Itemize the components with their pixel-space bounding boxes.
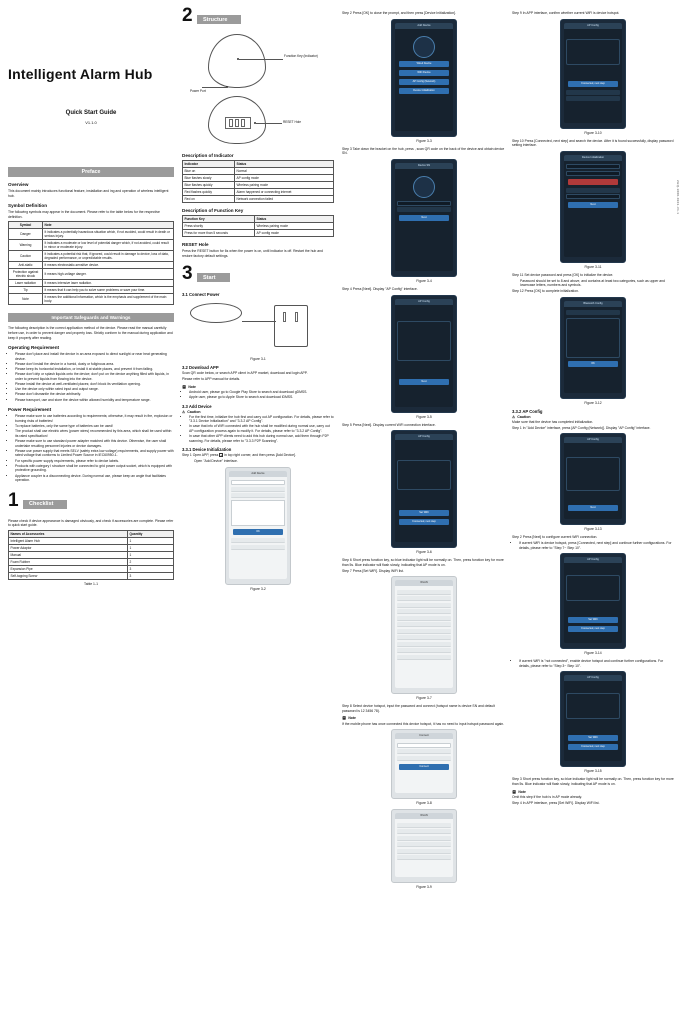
figure-3-10a-caption: Figure 3-10: [584, 130, 602, 135]
indicator-name: Blue flashes slowly: [183, 175, 235, 182]
checklist-text: Please check if device appearance is damaged obviously, and check if accessories are complete. Please refer to quick start guide.: [8, 518, 174, 528]
symbol-laser: Laser radiation: [9, 280, 43, 287]
app-titlebar: Device Initialization: [564, 155, 622, 161]
list-item[interactable]: [397, 622, 451, 627]
note-hotspot: [342, 716, 506, 726]
app-screenshot-confirm-wifi: [560, 19, 626, 129]
symbol-caution-note: It indicates a potential risk that, if ignored, could result in damage to device, loss of data, degraded performance, or unpredictable results.: [43, 251, 174, 262]
table-row: [9, 229, 174, 240]
indicator-status: AP config mode: [235, 175, 334, 182]
figure-3-11-caption: Figure 3-11: [584, 264, 602, 269]
indicator-description-heading: Description of Indicator: [182, 153, 234, 158]
list-item: • Please don't dismantle the device arbitrarily.: [15, 392, 174, 397]
list-item: • Use the device only within rated input and output range.: [15, 387, 174, 392]
table-row: [183, 196, 334, 203]
step-3-text: Step 3 Take down the bracket on the hub, press , scan QR code on the back of the device and obtain device SN.: [342, 146, 505, 156]
list-item: • Please install the device at well-ventilated places; don't block its ventilation opening.: [15, 382, 174, 387]
note-heading: 🗒 Note: [342, 716, 506, 720]
symbol-danger: Danger: [9, 229, 43, 240]
indicator-name: Red on: [183, 196, 235, 203]
app-set-wifi-button[interactable]: Set WiFi: [568, 735, 618, 741]
checklist-table: [8, 530, 174, 580]
list-item[interactable]: [397, 842, 451, 847]
table-row: [9, 565, 174, 572]
app-connected-next-button[interactable]: Connected, next step: [399, 519, 449, 525]
indicator-status: Wireless pairing mode: [235, 182, 334, 189]
accessory-name: Foam Rubber: [9, 558, 128, 565]
list-item[interactable]: [397, 749, 451, 754]
symbol-table-header-note: Note: [43, 222, 174, 229]
app-next-button[interactable]: Next: [399, 215, 449, 221]
symbol-note-note: It means the additional information, which is the emphasis and supplement of the main body.: [43, 294, 174, 305]
app-titlebar: AP Config: [564, 437, 622, 443]
list-item: • Please use power supply that meets SELV (safety extra low voltage) requirements, and supply power with rated voltage that conforms to Limited Power Source in IEC60950-1.: [15, 449, 174, 458]
table-row: [9, 537, 174, 544]
table-row: [9, 251, 174, 262]
indicator-table: [182, 160, 334, 203]
list-item[interactable]: [397, 756, 451, 761]
app-illustration: [566, 457, 620, 491]
figure-3-2-caption: Figure 3-2: [250, 586, 266, 591]
app-screenshot-hotspot-password: [391, 729, 457, 799]
step-10-text: Step 10 Press [Connected, next step] and search the device. After it is found successfully, display password setting interface.: [512, 138, 674, 148]
figure-3-12-caption: Figure 3-12: [584, 400, 602, 405]
table-row: [183, 168, 334, 175]
list-item: [566, 90, 620, 95]
doc-subtitle: Quick Start Guide: [65, 110, 117, 116]
accessory-qty: 2: [128, 558, 174, 565]
plus-icon: +: [220, 453, 223, 458]
document-code: ZHQ-1000-0101-V1.1: [676, 180, 680, 215]
app-button-wifi[interactable]: WiFi Device: [399, 70, 449, 76]
symbol-shock: Protection against electric shock: [9, 269, 43, 280]
step-11-text: Step 11 Set device password and press [OK] to initialize the device.: [512, 272, 614, 277]
table-row: [9, 280, 174, 287]
list-item: • Please keep its horizontal installation, or install it at stable places, and prevent it from falling.: [15, 367, 174, 372]
ap-step-3-text: Step 3 Short press function key, so blue indicator light will be normally on. Then, press function key for more than 5s. Blue indicator will flash slowly, indicating that AP mode is on.: [512, 777, 674, 787]
list-item[interactable]: [397, 823, 451, 828]
table-row: [9, 287, 174, 294]
app-connected-next-button[interactable]: Connected, next step: [568, 744, 618, 750]
app-titlebar: WLAN: [395, 813, 453, 819]
note-ap-mode: [512, 790, 674, 800]
app-connected-next-button[interactable]: Connected, next step: [568, 81, 618, 87]
list-item[interactable]: [397, 616, 451, 621]
safeguards-bar: Important Safeguards and Warnings: [8, 313, 174, 322]
start-label: Start: [197, 273, 230, 282]
list-item[interactable]: [397, 635, 451, 640]
checklist-header-qty: Quantity: [128, 530, 174, 537]
app-titlebar: WLAN: [395, 580, 453, 586]
list-item[interactable]: [397, 855, 451, 860]
symbol-warning-note: It indicates a moderate or low level of potential danger which, if not avoided, could result in minor or moderate injury.: [43, 240, 174, 251]
app-titlebar: AP Config: [395, 434, 453, 440]
table-row: [9, 294, 174, 305]
figure-3-1-caption: Figure 3-1: [250, 357, 266, 362]
reset-hole-heading: RESET Hole: [182, 242, 209, 247]
table-row: [183, 230, 334, 237]
table-row: [9, 269, 174, 280]
app-titlebar: Device SN: [395, 163, 453, 169]
app-result-panel: [566, 318, 620, 358]
list-item[interactable]: [231, 493, 285, 498]
step-4-text: Step 4 Press [Next]. Display "AP Config" interface.: [342, 286, 418, 291]
table-row: [9, 262, 174, 269]
overview-text: This document mainly introduces functional feature, installation and ing and operation of wireless intelligent hub.: [8, 189, 169, 198]
figure-3-13-caption: Figure 3-13: [584, 527, 602, 532]
step-12-text: Step 12 Press [OK] to complete initialization.: [512, 289, 579, 294]
list-item[interactable]: [397, 655, 451, 660]
note-text: If the mobile phone has once connected this device hotspot, it has no need to input hotspot password again.: [342, 721, 505, 726]
list-item: [566, 188, 620, 193]
accessory-name: Power Adaptor: [9, 544, 128, 551]
app-set-wifi-button[interactable]: Set WiFi: [399, 510, 449, 516]
app-confirm-password-field[interactable]: [566, 171, 620, 176]
step-2-text: Step 2 Press [OK] to close the prompt, and then press [Device Initialization].: [342, 11, 457, 16]
start-heading: [182, 263, 334, 286]
note-download: [182, 385, 334, 400]
ap-bullet-list-1: [519, 541, 674, 550]
function-key-status: Wireless pairing mode: [255, 223, 334, 230]
app-screenshot-scan-sn: [391, 159, 457, 277]
accessory-qty: 1: [128, 551, 174, 558]
app-button-wired[interactable]: Wired Device: [399, 61, 449, 67]
accessory-qty: 1: [128, 544, 174, 551]
figure-3-9-caption: Figure 3-9: [416, 885, 432, 890]
ap-step-1-text: Step 1 In "Add Device" interface, press [AP Config (Network)]. Display "AP Config" interface.: [512, 425, 651, 430]
list-item: • If current WiFi is device hotspot, press [Connected, next step] and continue further configurations. For details, please refer to "Step 7~ Step 10".: [519, 541, 674, 550]
power-diagram: [182, 303, 334, 355]
list-item: • Please make sure to use standard power adapter matched with this device. Otherwise, the user shall undertake resulting personnel injuries or device damages.: [15, 439, 174, 448]
app-button-ap-config[interactable]: AP Config (Network): [399, 79, 449, 85]
device-slot-c: [241, 119, 245, 127]
indicator-name: Blue on: [183, 168, 235, 175]
figure-3-7-caption: Figure 3-7: [416, 696, 432, 701]
app-next-button[interactable]: Next: [399, 379, 449, 385]
column-two: [182, 0, 334, 595]
list-item: • Please don't drip or splash liquids onto the device; don't put on the device anything filled with liquids, in order to prevent liquids from flowing into the device.: [15, 372, 174, 381]
adapter-pin-left: [283, 312, 286, 322]
caution-list: [189, 415, 334, 444]
figure-3-14-caption: Figure 3-14: [584, 651, 602, 656]
list-item: • For specific power supply requirements, please refer to device labels.: [15, 459, 174, 464]
checklist-header-name: Names of Accessories: [9, 530, 128, 537]
list-item: • In case that other APP clients need to add this hub during normal use, add them through P2P scanning. For details, please refer to "3.3.3 P2P Scanning".: [189, 434, 334, 443]
indicator-status-header: Status: [235, 161, 334, 168]
leader-line-function-key: [239, 59, 283, 60]
power-requirement-list: [15, 414, 174, 482]
adapter-pin-right: [295, 312, 298, 322]
step-5-text: Step 5 Press [Next]. Display current WiFi connection interface.: [342, 422, 436, 427]
figure-3-8-caption: Figure 3-8: [416, 801, 432, 806]
step-1-text-a: Step 1 Open APP, press: [182, 453, 219, 458]
list-item: • Android user, please go to Google Play Store to search and download gDMSS.: [189, 390, 334, 395]
app-screenshot-init-complete: [560, 297, 626, 399]
structure-number: 2: [182, 5, 193, 26]
reset-hole-text: Press the RESET button for 6s when the power is on, until indicator is off. Restart the hub and restore factory default settings.: [182, 249, 323, 258]
symbol-danger-note: It indicates a potentially hazardous situation which, if not avoided, could result in death or serious injury.: [43, 229, 174, 240]
app-set-wifi-button[interactable]: Set WiFi: [568, 617, 618, 623]
list-item[interactable]: [231, 538, 285, 543]
step-1-text-b: in top right corner, and then press [Add Device].: [224, 453, 296, 458]
operating-requirement-list: [15, 352, 174, 402]
column-four: [512, 0, 674, 806]
checklist-label: Checklist: [23, 500, 67, 509]
figure-3-5-caption: Figure 3-5: [416, 414, 432, 419]
symbol-tip-note: It means that it can help you to solve some problems or save your time.: [43, 287, 174, 294]
power-requirement-heading: Power Requirement: [8, 407, 52, 413]
checklist-caption: Table 1-1: [84, 581, 98, 586]
accessory-qty: 1: [128, 537, 174, 544]
app-ok-button[interactable]: OK: [568, 361, 618, 367]
symbol-antistatic-note: It means electrostatic-sensitive device.: [43, 262, 174, 269]
list-item[interactable]: [397, 596, 451, 601]
accessory-name: Intelligent Alarm Hub: [9, 537, 128, 544]
function-key-action: Press shortly: [183, 223, 255, 230]
app-wifi-panel: [566, 39, 620, 65]
figure-3-3-caption: Figure 3-3: [416, 138, 432, 143]
ap-step-2-text: Step 2 Press [Next] to configure current WiFi connection.: [512, 535, 598, 540]
overview-heading: Overview: [8, 182, 29, 187]
symbol-definition-heading: Symbol Definition: [8, 203, 48, 209]
app-wifi-status: [397, 460, 451, 490]
app-screenshot-ap-not-connected: [560, 671, 626, 767]
symbol-table: [8, 221, 174, 305]
callout-function-key: Function Key (Indicator): [284, 54, 318, 58]
preface-bar: Preface: [8, 167, 174, 177]
list-item[interactable]: [231, 545, 285, 550]
figure-3-6-caption: Figure 3-6: [416, 550, 432, 555]
page-title: Intelligent Alarm Hub: [8, 66, 153, 82]
symbol-antistatic: Anti-static: [9, 262, 43, 269]
device-diagram: [182, 30, 334, 148]
app-screenshot-wifi-list: [391, 576, 457, 694]
step-8-text: Step 8 Select device hotspot, input the password and connect (hotspot name is device SN and default password is 12 3456 78).: [342, 704, 495, 713]
caution-heading: ⚠ Caution: [182, 410, 334, 414]
note-text: Omit this step if the hub is in AP mode already.: [512, 794, 582, 799]
device-bottom-view: [208, 96, 266, 144]
symbol-caution: Caution: [9, 251, 43, 262]
list-item[interactable]: [397, 603, 451, 608]
list-item: • Please don't install the device in a humid, dusty or fuliginous area.: [15, 362, 174, 367]
list-item: • The product shall use electric wires (power wires) recommended by this area, which shall be used within its rated specification!: [15, 429, 174, 438]
app-screenshot-device-init: [391, 19, 457, 137]
column-left: [8, 0, 174, 586]
app-password-field[interactable]: [566, 164, 620, 169]
indicator-status: Network connection failed: [235, 196, 334, 203]
figure-3-15-caption: Figure 3-15: [584, 769, 602, 774]
list-item: • Appliance coupler is a disconnecting device. During normal use, please keep an angle that facilitates operation.: [15, 474, 174, 483]
table-row: [9, 558, 174, 565]
list-item[interactable]: [397, 642, 451, 647]
table-row: [9, 544, 174, 551]
add-device-heading: 3.3 Add Device: [182, 403, 212, 409]
app-screenshot-password-setting: [560, 151, 626, 263]
note-heading: 🗒 Note: [512, 790, 674, 794]
table-row: [9, 240, 174, 251]
accessory-name: Manual: [9, 551, 128, 558]
symbol-shock-note: It means high-voltage danger.: [43, 269, 174, 280]
checklist-heading: [8, 489, 174, 513]
checklist-number: 1: [8, 489, 19, 511]
table-row: [183, 182, 334, 189]
step-9-text: Step 9 In APP interface, confirm whether current WiFi is device hotspot.: [512, 11, 620, 16]
table-row: [183, 175, 334, 182]
list-item: [397, 207, 451, 212]
list-item[interactable]: [231, 487, 285, 492]
note-heading: 🗒 Note: [182, 385, 334, 389]
hub-illustration: [190, 303, 242, 323]
symbol-definition-text: The following symbols may appear in the document. Please refer to the table below for the respective definition.: [8, 210, 160, 219]
download-app-text-1: Scan QR code below, or search APP client in APP market, download and login APP.: [182, 371, 308, 376]
symbol-warning: Warning: [9, 240, 43, 251]
symbol-tip: Tip: [9, 287, 43, 294]
function-key-status-header: Status: [255, 216, 334, 223]
function-key-status: AP config mode: [255, 230, 334, 237]
list-item[interactable]: [397, 609, 451, 614]
app-titlebar: AP Config: [564, 557, 622, 563]
app-titlebar: Add Device: [229, 471, 287, 477]
leader-line-power-port: [202, 87, 227, 88]
app-primary-button[interactable]: OK: [233, 529, 283, 535]
structure-heading: [182, 5, 334, 28]
list-item[interactable]: [397, 629, 451, 634]
list-item: • For the first time, initialize the hub first and carry out AP configuration. For details, please refer to "3.3.1 Device Initialization" and "3.3.2 AP Config".: [189, 415, 334, 424]
list-item: • In case that info of WiFi connected with the hub shall be modified during normal use, carry out AP configuration process again to modify it. For details, please refer to "3.3.2 AP Config".: [189, 424, 334, 433]
symbol-laser-note: It means intensive laser radiation.: [43, 280, 174, 287]
list-item: • Please make sure to use batteries according to requirements; otherwise, it may result in fire, explosion or burning risks of batteries!: [15, 414, 174, 423]
app-connect-button[interactable]: Connect: [399, 764, 449, 770]
app-alert-banner: [568, 179, 618, 185]
caution-heading: ⚠ Caution: [512, 415, 674, 419]
figure-3-4-caption: Figure 3-4: [416, 278, 432, 283]
step-11-note: Password should be set to 8 and above, and contains at least two categories, such as upper and lowercase letters, numbers and symbols.: [520, 278, 665, 288]
function-key-action: Press for more than 5 seconds: [183, 230, 255, 237]
list-item[interactable]: [397, 648, 451, 653]
leader-line-reset: [256, 123, 282, 124]
accessory-qty: 3: [128, 565, 174, 572]
app-connected-next-button[interactable]: Connected, next step: [568, 626, 618, 632]
app-scan-icon[interactable]: [413, 176, 435, 198]
app-icon-circle: [413, 36, 435, 58]
callout-power-port: Power Port: [190, 89, 206, 93]
accessory-qty: 3: [128, 572, 174, 579]
indicator-status: Normal: [235, 168, 334, 175]
function-key-description-heading: Description of Function Key: [182, 208, 244, 213]
list-item[interactable]: [397, 829, 451, 834]
safeguards-intro: The following description is the correct application method of the device. Please read the manual carefully before use, in order to prevent danger and property loss. Strictly conform to the manual during application and keep it properly after reading.: [8, 326, 173, 340]
ap-bullet-list-2: [519, 659, 674, 668]
list-item: • Please transport, use and store the device within allowed humidity and temperature range.: [15, 398, 174, 403]
symbol-note: Note: [9, 294, 43, 305]
table-row: [9, 551, 174, 558]
device-top-view: [208, 34, 266, 88]
step-1-text: [182, 453, 334, 458]
table-row: [183, 223, 334, 230]
app-titlebar: AP Config: [395, 299, 453, 305]
symbol-table-header-symbol: Symbol: [9, 222, 43, 229]
list-item: • Products with category I structure shall be connected to grid power output socket, which is equipped with protective grounding.: [15, 464, 174, 473]
list-item[interactable]: [397, 849, 451, 854]
structure-label: Structure: [197, 15, 241, 24]
app-screenshot-ap-config: [391, 295, 457, 413]
app-sn-input[interactable]: [397, 201, 451, 206]
callout-reset-hole: RESET Hole: [283, 120, 302, 124]
indicator-status: Alarm happened or connecting internet: [235, 189, 334, 196]
device-slot-a: [229, 119, 233, 127]
start-number: 3: [182, 263, 193, 285]
step-6-text: Step 6 Short press function key, so blue indicator light will be normally on. Then, press function key for more than 5s. Blue indicator will flash slowly, indicating that AP mode is on.: [342, 558, 504, 567]
list-item: • If current WiFi is "not connected", enable device hotspot and continue further configurations. For details, please refer to "Step 3~ Step 10".: [519, 659, 674, 668]
indicator-name: Red flashes quickly: [183, 189, 235, 196]
step-1-text-c: Open "Add Device" interface.: [194, 459, 238, 464]
app-titlebar: AP Config: [564, 23, 622, 29]
table-row: [183, 189, 334, 196]
table-row: [9, 572, 174, 579]
list-item[interactable]: [397, 590, 451, 595]
ap-caution-text: Make sure that the device has completed initialization.: [512, 419, 594, 424]
app-dialog: [231, 500, 285, 526]
ap-config-heading: 3.3.2 AP Config: [512, 408, 543, 414]
power-cable: [242, 321, 276, 322]
power-adapter: [274, 305, 308, 347]
app-titlebar: Bluetooth Config: [564, 301, 622, 307]
indicator-name: Blue flashes quickly: [183, 182, 235, 189]
app-wifi-panel: [566, 575, 620, 601]
download-app-heading: 3.2 Download APP: [182, 365, 219, 371]
device-initialization-heading: 3.3.1 Device Initialization: [182, 447, 232, 453]
function-key-header: Function Key: [183, 216, 255, 223]
list-item: • Apple user, please go to Apple Store to search and download iDMSS.: [189, 395, 334, 400]
download-app-text-2: Please refer to APP manual for details.: [182, 377, 241, 382]
column-three: [342, 0, 506, 893]
app-titlebar: AP Config: [564, 675, 622, 681]
app-screenshot-wifi-connected: [391, 809, 457, 883]
list-item: [566, 310, 620, 315]
app-email-field[interactable]: [566, 194, 620, 199]
app-screenshot-wifi-current: [391, 430, 457, 548]
operating-requirement-heading: Operating Requirement: [8, 345, 60, 351]
list-item: [566, 96, 620, 101]
app-button-device-init[interactable]: Device Initialization: [399, 88, 449, 94]
app-illustration: [397, 321, 451, 361]
app-next-button[interactable]: Next: [568, 505, 618, 511]
app-titlebar: Add Device: [395, 23, 453, 29]
app-wifi-panel: [566, 693, 620, 719]
app-screenshot-ap-connected: [560, 553, 626, 649]
function-key-table: [182, 215, 334, 237]
indicator-header: Indicator: [183, 161, 235, 168]
list-item[interactable]: [397, 836, 451, 841]
accessory-name: Self-tapping Screw: [9, 572, 128, 579]
step-7-text: Step 7 Press [Set WiFi]. Display WiFi list.: [342, 568, 404, 573]
app-screenshot-ap-config-2: [560, 433, 626, 525]
app-screenshot-add-device: [225, 467, 291, 585]
app-input[interactable]: [231, 480, 285, 485]
list-item: • To replace batteries, only the same type of batteries can be used!: [15, 424, 174, 429]
connect-power-heading: 3.1 Connect Power: [182, 292, 220, 298]
device-slot-b: [235, 119, 239, 127]
list-item: • Please don't place and install the device in an area exposed to direct sunlight or near heat generating device.: [15, 352, 174, 361]
accessory-name: Expansion Pipe: [9, 565, 128, 572]
app-titlebar: Connect: [395, 733, 453, 739]
ap-step-4-text: Step 4 In APP interface, press [Set WiFi]. Display WiFi list.: [512, 800, 600, 805]
app-password-input[interactable]: [397, 743, 451, 748]
doc-version: V1.1.0: [85, 120, 97, 125]
app-next-button[interactable]: Next: [568, 202, 618, 208]
